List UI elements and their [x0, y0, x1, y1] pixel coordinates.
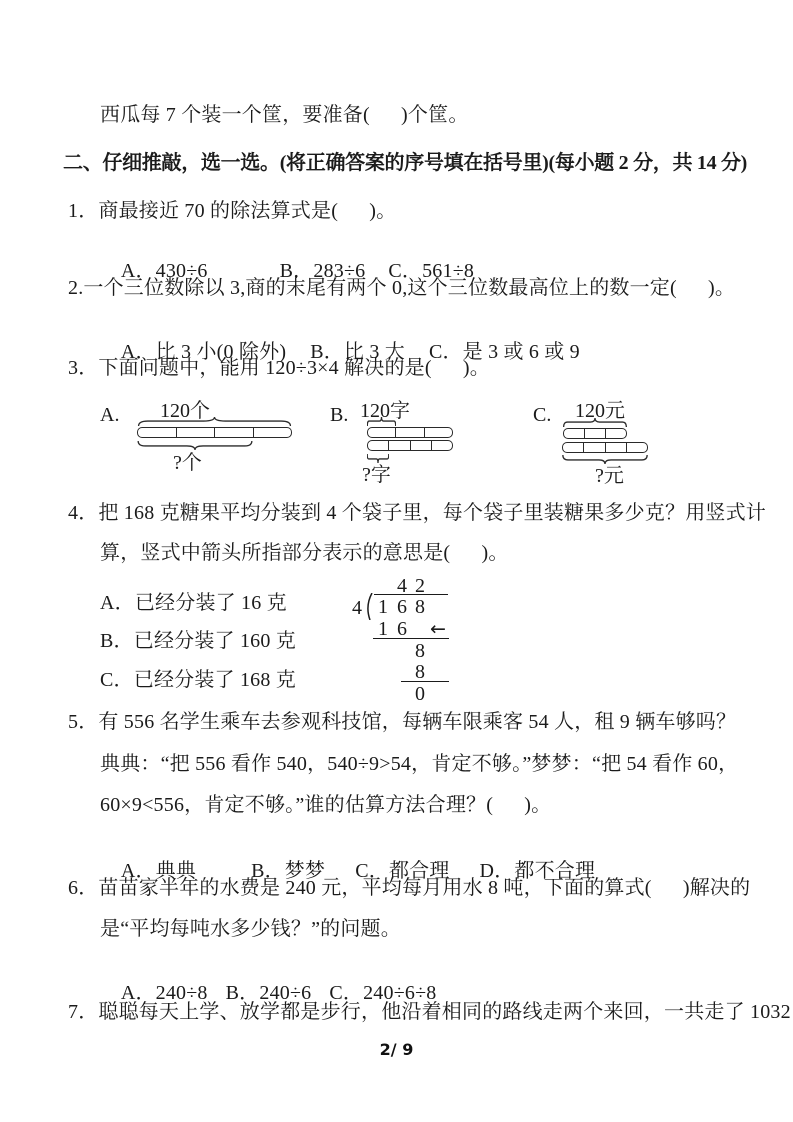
q4-long-division [350, 576, 470, 706]
step1-digit-1: 1 [378, 618, 388, 640]
diagram-c-under-brace [562, 455, 648, 464]
diagram-b-total-label: 120字 [360, 400, 410, 422]
q5-option-d: D．都不合理 [479, 860, 596, 882]
q6-option-c: C．240÷6÷8 [329, 982, 437, 1004]
vinculum-line [374, 594, 448, 595]
q7-stem: 7．聪聪每天上学、放学都是步行，他沿着相同的路线走两个来回，一共走了 1032 [68, 1001, 791, 1023]
q1-option-a: A．430÷6 [120, 260, 208, 282]
q1-stem: 1．商最接近 70 的除法算式是( )。 [68, 200, 397, 222]
subtraction-line-2 [401, 681, 449, 682]
dividend-digit-2: 6 [397, 596, 407, 618]
step2-digit: 8 [415, 640, 425, 662]
diagram-c-over-brace [563, 418, 627, 427]
remainder-digit: 0 [415, 683, 425, 705]
q5-option-c: C．都合理 [355, 860, 450, 882]
diagram-b-top-bar [367, 427, 453, 438]
division-bracket [363, 593, 373, 620]
dividend-digit-3: 8 [415, 596, 425, 618]
q6-option-b: B．240÷6 [225, 982, 312, 1004]
step1-digit-2: 6 [397, 618, 407, 640]
diagram-b-bottom-bar [367, 440, 453, 451]
q5-option-b: B．梦梦 [251, 860, 326, 882]
q5-line2: 典典：“把 556 看作 540，540÷9>54，肯定不够。”梦梦：“把 54 看作 60， [100, 753, 739, 775]
quotient-ones-digit: 2 [415, 575, 425, 597]
q6-stem-line1: 6．苗苗家半年的水费是 240 元，平均每月用水 8 吨，下面的算式( )解决的 [68, 877, 751, 899]
q2-option-b: B．比 3 大 [310, 341, 405, 363]
q4-option-a: A．已经分装了 16 克 [100, 592, 287, 614]
q5-line3: 60×9<556，肯定不够。”谁的估算方法合理？( )。 [100, 794, 552, 816]
diagram-c-bottom-bar [562, 442, 648, 453]
left-arrow-icon: ← [430, 618, 446, 640]
q6-option-a: A．240÷8 [120, 982, 208, 1004]
diagram-a-over-brace [137, 417, 292, 426]
q5-option-a: A．典典 [120, 860, 197, 882]
subtraction-line-1 [373, 638, 449, 639]
page-number: 2/ 9 [379, 1040, 414, 1059]
diagram-b-letter: B. [330, 404, 349, 426]
divisor-digit: 4 [352, 597, 362, 619]
q4-stem-line1: 4．把 168 克糖果平均分装到 4 个袋子里，每个袋子里装糖果多少克？用竖式计 [68, 502, 766, 524]
q3-stem: 3．下面问题中，能用 120÷3×4 解决的是( )。 [68, 357, 490, 379]
intro-line: 西瓜每 7 个装一个筐，要准备( )个筐。 [100, 104, 469, 126]
q5-stem: 5．有 556 名学生乘车去参观科技馆，每辆车限乘客 54 人，租 9 辆车够吗？ [68, 711, 737, 733]
section-two-header: 二、仔细推敲，选一选。(将正确答案的序号填在括号里)(每小题 2 分，共 14 分) [63, 152, 748, 174]
diagram-a-bar [137, 427, 292, 438]
q1-option-b: B．283÷6 [279, 260, 366, 282]
diagram-c-letter: C. [533, 404, 552, 426]
q1-option-c: C．561÷8 [388, 260, 475, 282]
q4-stem-line2: 算，竖式中箭头所指部分表示的意思是( )。 [100, 542, 509, 564]
diagram-c-total-label: 120元 [575, 400, 625, 422]
q2-option-c: C．是 3 或 6 或 9 [428, 341, 580, 363]
q4-option-b: B．已经分装了 160 克 [100, 630, 296, 652]
diagram-b-under-brace [367, 454, 389, 463]
diagram-c-question-label: ?元 [595, 465, 624, 487]
dividend-digit-1: 1 [378, 596, 388, 618]
q4-option-c: C．已经分装了 168 克 [100, 669, 296, 691]
diagram-a-total-label: 120个 [160, 400, 210, 422]
diagram-c-top-bar [563, 428, 627, 439]
step3-digit: 8 [415, 661, 425, 683]
diagram-b-question-label: ?字 [362, 464, 391, 486]
quotient-tens-digit: 4 [397, 575, 407, 597]
diagram-a-under-brace [137, 441, 253, 450]
q2-stem: 2.一个三位数除以 3,商的末尾有两个 0,这个三位数最高位上的数一定( )。 [68, 277, 736, 299]
q6-stem-line2: 是“平均每吨水多少钱？”的问题。 [100, 918, 401, 940]
diagram-a-letter: A. [100, 404, 120, 426]
diagram-b-over-brace [367, 417, 396, 426]
q2-option-a: A．比 3 小(0 除外) [120, 341, 287, 363]
diagram-a-question-label: ?个 [173, 452, 202, 474]
